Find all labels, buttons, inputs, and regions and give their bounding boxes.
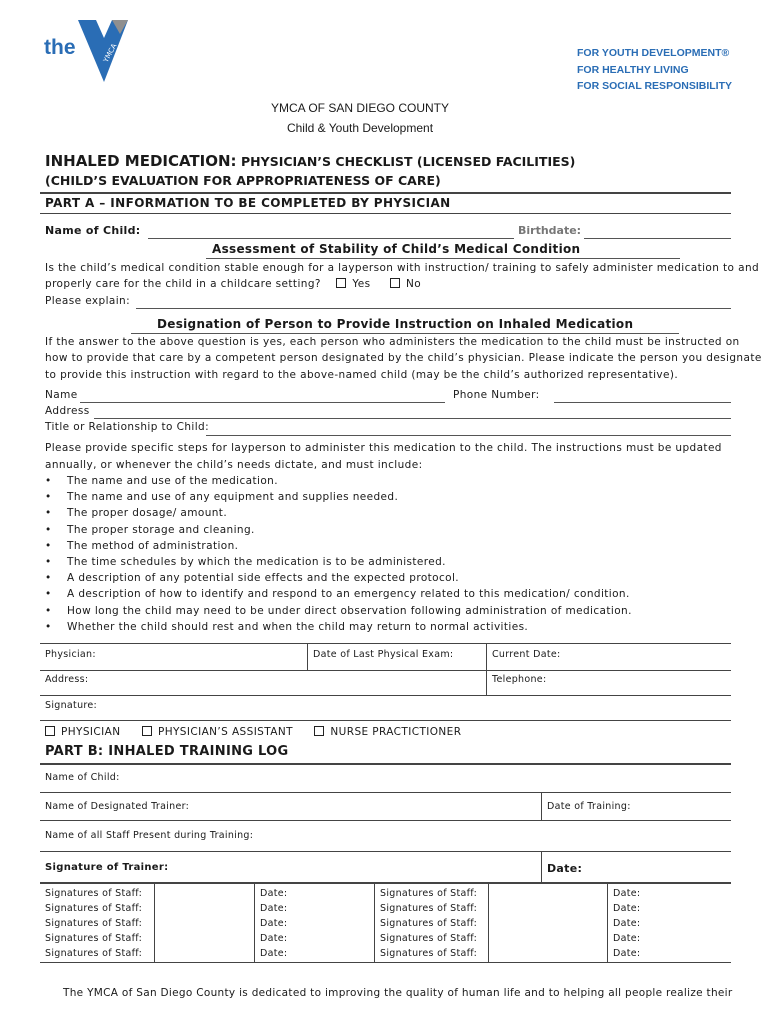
ymca-y-icon	[78, 20, 130, 86]
staff-date-label[interactable]: Date:	[613, 903, 641, 914]
birthdate-label: Birthdate:	[518, 224, 582, 237]
stable-question-1: Is the child’s medical condition stable enough for a layperson with instruction/ training to safely administer medication to and	[45, 262, 760, 274]
physician-table-divider-1	[307, 643, 308, 670]
log-divider-trainer	[541, 792, 542, 820]
staff-signature-label[interactable]: Signatures of Staff:	[45, 933, 143, 944]
log-row-4	[40, 882, 731, 884]
staff-date-label[interactable]: Date:	[613, 948, 641, 959]
staff-date-label[interactable]: Date:	[260, 918, 288, 929]
address-field[interactable]	[94, 418, 731, 419]
role-assistant: PHYSICIAN’S ASSISTANT	[157, 726, 293, 738]
designation-line-2: how to provide that care by a competent person designated by the child’s physician. Please indicate the person you designate	[45, 352, 762, 364]
staff-signature-label[interactable]: Signatures of Staff:	[45, 948, 143, 959]
part-b-heading: PART B: INHALED TRAINING LOG	[45, 744, 289, 759]
physician-table-divider-2	[486, 643, 487, 695]
explain-field[interactable]	[136, 308, 731, 309]
list-item: • The method of administration.	[45, 539, 239, 552]
address2-label[interactable]: Address:	[45, 674, 89, 685]
physician-table-top	[40, 643, 731, 644]
list-item: • The proper dosage/ amount.	[45, 507, 228, 520]
title-relationship-field[interactable]	[206, 435, 731, 436]
part-b-divider	[40, 763, 731, 765]
staff-date-col-left	[260, 886, 287, 961]
title-bold: INHALED MEDICATION:	[45, 152, 237, 170]
list-item: • A description of any potential side effects and the expected protocol.	[45, 572, 460, 585]
last-exam-label[interactable]: Date of Last Physical Exam:	[313, 649, 454, 660]
birthdate-field[interactable]	[584, 238, 731, 239]
part-a-heading: PART A – INFORMATION TO BE COMPLETED BY PHYSICIAN	[45, 196, 451, 210]
name-label: Name	[45, 389, 78, 401]
part-a-divider	[40, 213, 731, 214]
name-of-child-label: Name of Child:	[45, 224, 141, 237]
title-rest: PHYSICIAN’S CHECKLIST (LICENSED FACILITIES)	[241, 154, 576, 169]
no-checkbox[interactable]	[390, 278, 400, 288]
list-item: • The name and use of any equipment and supplies needed.	[45, 491, 399, 504]
staff-col-3	[374, 882, 375, 962]
assessment-underline	[206, 258, 680, 259]
staff-signature-label[interactable]: Signatures of Staff:	[380, 933, 478, 944]
logo-text: the	[44, 36, 76, 59]
designation-line-3: to provide this instruction with regard to the above-named child (may be the child’s authorized representative).	[45, 369, 679, 381]
steps-intro-1: Please provide specific steps for layperson to administer this medication to the child. The instructions must be updated	[45, 442, 722, 454]
assessment-heading: Assessment of Stability of Child’s Medical Condition	[212, 242, 581, 256]
ymca-logo	[44, 20, 134, 90]
dept-name: Child & Youth Development	[286, 121, 434, 135]
staff-signature-label[interactable]: Signatures of Staff:	[380, 903, 478, 914]
staff-col-4	[488, 882, 489, 962]
page-title	[45, 152, 575, 170]
staff-signature-label[interactable]: Signatures of Staff:	[45, 903, 143, 914]
staff-signature-label[interactable]: Signatures of Staff:	[45, 888, 143, 899]
current-date-label[interactable]: Current Date:	[492, 649, 561, 660]
list-item: • The name and use of the medication.	[45, 475, 278, 487]
staff-date-label[interactable]: Date:	[260, 903, 288, 914]
physician-table-row-3	[40, 720, 731, 721]
page-subtitle: (CHILD’S EVALUATION FOR APPROPRIATENESS OF CARE)	[45, 173, 441, 188]
staff-date-label[interactable]: Date:	[613, 888, 641, 899]
role-options	[45, 726, 461, 738]
designation-underline	[131, 333, 679, 334]
org-name: YMCA OF SAN DIEGO COUNTY	[270, 101, 450, 115]
staff-date-label[interactable]: Date:	[613, 933, 641, 944]
stable-question-2	[45, 278, 421, 290]
log-divider-sig	[541, 851, 542, 882]
staff-date-label[interactable]: Date:	[260, 948, 288, 959]
yes-label: Yes	[352, 278, 371, 290]
log-name-of-child[interactable]: Name of Child:	[45, 772, 120, 783]
staff-col-1	[154, 882, 155, 962]
designated-trainer-label[interactable]: Name of Designated Trainer:	[45, 801, 190, 812]
log-bottom	[40, 962, 731, 963]
log-row-3	[40, 851, 731, 852]
staff-present-label[interactable]: Name of all Staff Present during Training:	[45, 830, 254, 841]
name-field[interactable]	[80, 402, 445, 403]
staff-signature-label[interactable]: Signatures of Staff:	[45, 918, 143, 929]
staff-date-label[interactable]: Date:	[260, 933, 288, 944]
list-item: • The time schedules by which the medication is to be administered.	[45, 555, 446, 568]
date-of-training-label[interactable]: Date of Training:	[547, 801, 631, 812]
stable-question-text: properly care for the child in a childcare setting?	[45, 278, 321, 290]
assistant-checkbox[interactable]	[142, 726, 152, 736]
list-item: • A description of how to identify and respond to an emergency related to this medication/ condition.	[45, 588, 630, 601]
signature-label[interactable]: Signature:	[45, 700, 98, 711]
telephone-label[interactable]: Telephone:	[492, 674, 547, 685]
tagline-2: FOR HEALTHY LIVING	[577, 63, 689, 76]
role-physician: PHYSICIAN	[61, 726, 121, 738]
physician-label[interactable]: Physician:	[45, 649, 96, 660]
tagline-3: FOR SOCIAL RESPONSIBILITY	[577, 80, 732, 92]
title-divider	[40, 192, 731, 194]
staff-signature-label[interactable]: Signatures of Staff:	[380, 918, 478, 929]
staff-sig-col-left	[45, 886, 142, 961]
explain-label: Please explain:	[45, 295, 131, 307]
steps-intro-2: annually, or whenever the child’s needs dictate, and must include:	[45, 459, 423, 471]
phone-label: Phone Number:	[453, 389, 540, 401]
trainer-signature-label[interactable]: Signature of Trainer:	[45, 862, 169, 873]
logo-sub: YMCA	[102, 42, 119, 64]
role-nurse: NURSE PRACTICTIONER	[330, 726, 462, 738]
staff-date-col-right	[613, 886, 640, 961]
physician-checkbox[interactable]	[45, 726, 55, 736]
staff-col-2	[254, 882, 255, 962]
name-of-child-field[interactable]	[148, 238, 514, 239]
yes-checkbox[interactable]	[336, 278, 346, 288]
list-item: • Whether the child should rest and when the child may return to normal activities.	[45, 620, 529, 633]
nurse-checkbox[interactable]	[314, 726, 324, 736]
list-item: • How long the child may need to be under direct observation following administration of medication.	[45, 604, 632, 617]
staff-signature-label[interactable]: Signatures of Staff:	[380, 888, 478, 899]
address-label: Address	[45, 405, 90, 417]
staff-date-label[interactable]: Date:	[260, 888, 288, 899]
phone-field[interactable]	[554, 402, 731, 403]
no-label: No	[406, 278, 422, 290]
physician-table-row-2	[40, 695, 731, 696]
requirements-list	[45, 473, 632, 635]
tagline-1: FOR YOUTH DEVELOPMENT®	[577, 47, 730, 59]
designation-line-1: If the answer to the above question is yes, each person who administers the medication to the child must be instructed on	[45, 336, 740, 348]
log-row-1	[40, 792, 731, 793]
staff-sig-col-right	[380, 886, 477, 961]
footer-text: The YMCA of San Diego County is dedicated to improving the quality of human life and to helping all people realize their	[63, 987, 733, 999]
title-relationship-label: Title or Relationship to Child:	[45, 421, 210, 433]
physician-table-row-1	[40, 670, 731, 671]
list-item: • The proper storage and cleaning.	[45, 523, 255, 536]
staff-date-label[interactable]: Date:	[613, 918, 641, 929]
log-row-2	[40, 820, 731, 821]
tagline-block	[577, 45, 732, 95]
staff-signature-label[interactable]: Signatures of Staff:	[380, 948, 478, 959]
designation-heading: Designation of Person to Provide Instruction on Inhaled Medication	[157, 317, 634, 331]
trainer-date-label[interactable]: Date:	[547, 862, 583, 875]
staff-col-5	[607, 882, 608, 962]
